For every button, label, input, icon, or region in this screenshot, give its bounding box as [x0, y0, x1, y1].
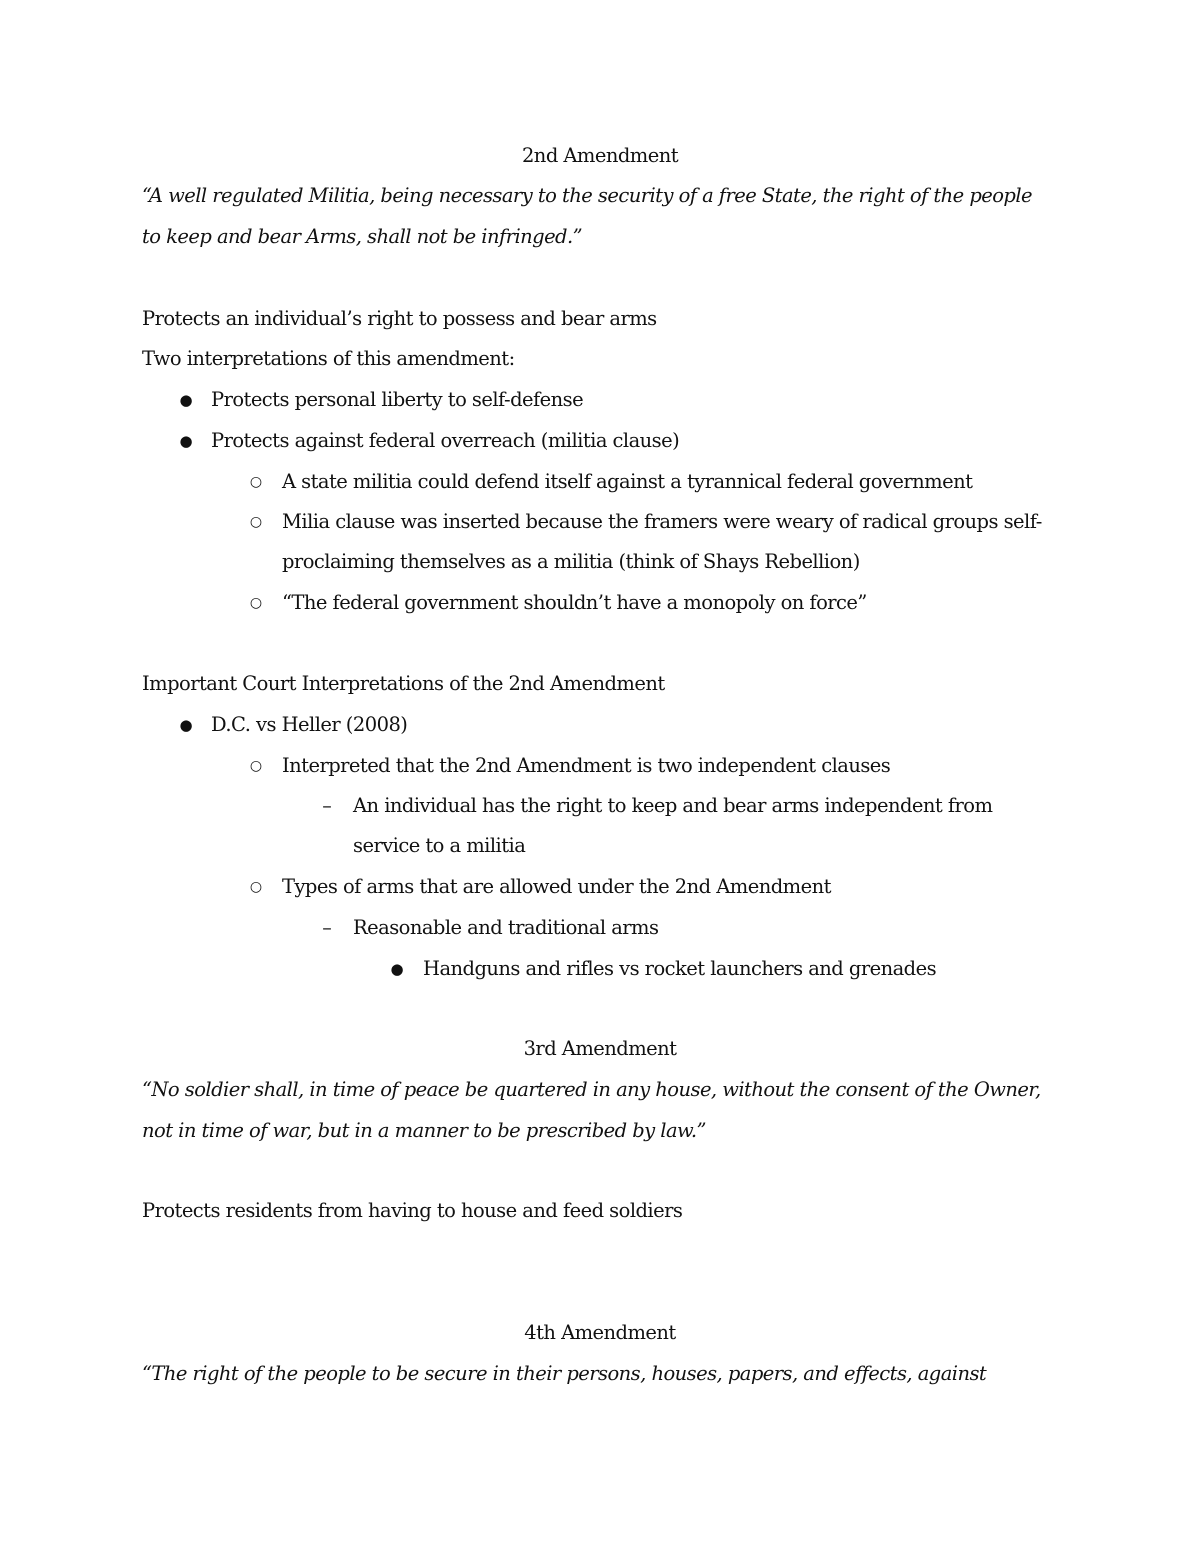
- amendment-2-summary: Protects an individual’s right to possess and bear arms: [142, 307, 657, 330]
- amendment-4-title: 4th Amendment: [524, 1321, 676, 1344]
- interpretations-heading: Two interpretations of this amendment:: [142, 347, 515, 370]
- bullet-circle-icon: ○: [249, 595, 263, 611]
- interpretation-item-1: Protects personal liberty to self-defense: [211, 388, 584, 411]
- bullet-circle-icon: ○: [249, 474, 263, 490]
- bullet-dash-icon: –: [322, 917, 332, 939]
- court-case-item: D.C. vs Heller (2008): [211, 713, 408, 736]
- amendment-3-summary: Protects residents from having to house and feed soldiers: [142, 1199, 683, 1222]
- militia-point-3: “The federal government shouldn’t have a monopoly on force”: [282, 591, 867, 614]
- case-point-1: Interpreted that the 2nd Amendment is two independent clauses: [282, 754, 891, 777]
- court-interpretations-heading: Important Court Interpretations of the 2nd Amendment: [142, 672, 665, 695]
- bullet-circle-icon: ○: [249, 758, 263, 774]
- militia-point-1: A state militia could defend itself against a tyrannical federal government: [282, 470, 973, 493]
- amendment-2-title: 2nd Amendment: [521, 144, 679, 167]
- amendment-3-quote-line-1: “No soldier shall, in time of peace be quartered in any house, without the consent of the Owner,: [142, 1078, 1041, 1101]
- amendment-4-quote-line-1: “The right of the people to be secure in their persons, houses, papers, and effects, against: [142, 1362, 987, 1385]
- amendment-2-quote-line-1: “A well regulated Militia, being necessary to the security of a free State, the right of the people: [142, 184, 1033, 207]
- case-example: Handguns and rifles vs rocket launchers and grenades: [423, 957, 937, 980]
- bullet-circle-icon: ○: [249, 879, 263, 895]
- bullet-disc-icon: ●: [390, 960, 404, 978]
- case-detail-1-line-1: An individual has the right to keep and bear arms independent from: [353, 794, 993, 817]
- case-detail-2: Reasonable and traditional arms: [353, 916, 659, 939]
- case-point-2: Types of arms that are allowed under the 2nd Amendment: [282, 875, 831, 898]
- amendment-3-quote-line-2: not in time of war, but in a manner to be prescribed by law.”: [142, 1119, 706, 1142]
- amendment-3-title: 3rd Amendment: [523, 1037, 677, 1060]
- militia-point-2-line-2: proclaiming themselves as a militia (think of Shays Rebellion): [282, 550, 860, 573]
- bullet-circle-icon: ○: [249, 514, 263, 530]
- militia-point-2-line-1: Milia clause was inserted because the framers were weary of radical groups self-: [282, 510, 1042, 533]
- interpretation-item-2: Protects against federal overreach (militia clause): [211, 429, 680, 452]
- bullet-disc-icon: ●: [179, 391, 193, 409]
- bullet-dash-icon: –: [322, 795, 332, 817]
- case-detail-1-line-2: service to a militia: [353, 834, 526, 857]
- bullet-disc-icon: ●: [179, 432, 193, 450]
- amendment-2-quote-line-2: to keep and bear Arms, shall not be infringed.”: [142, 225, 583, 248]
- bullet-disc-icon: ●: [179, 716, 193, 734]
